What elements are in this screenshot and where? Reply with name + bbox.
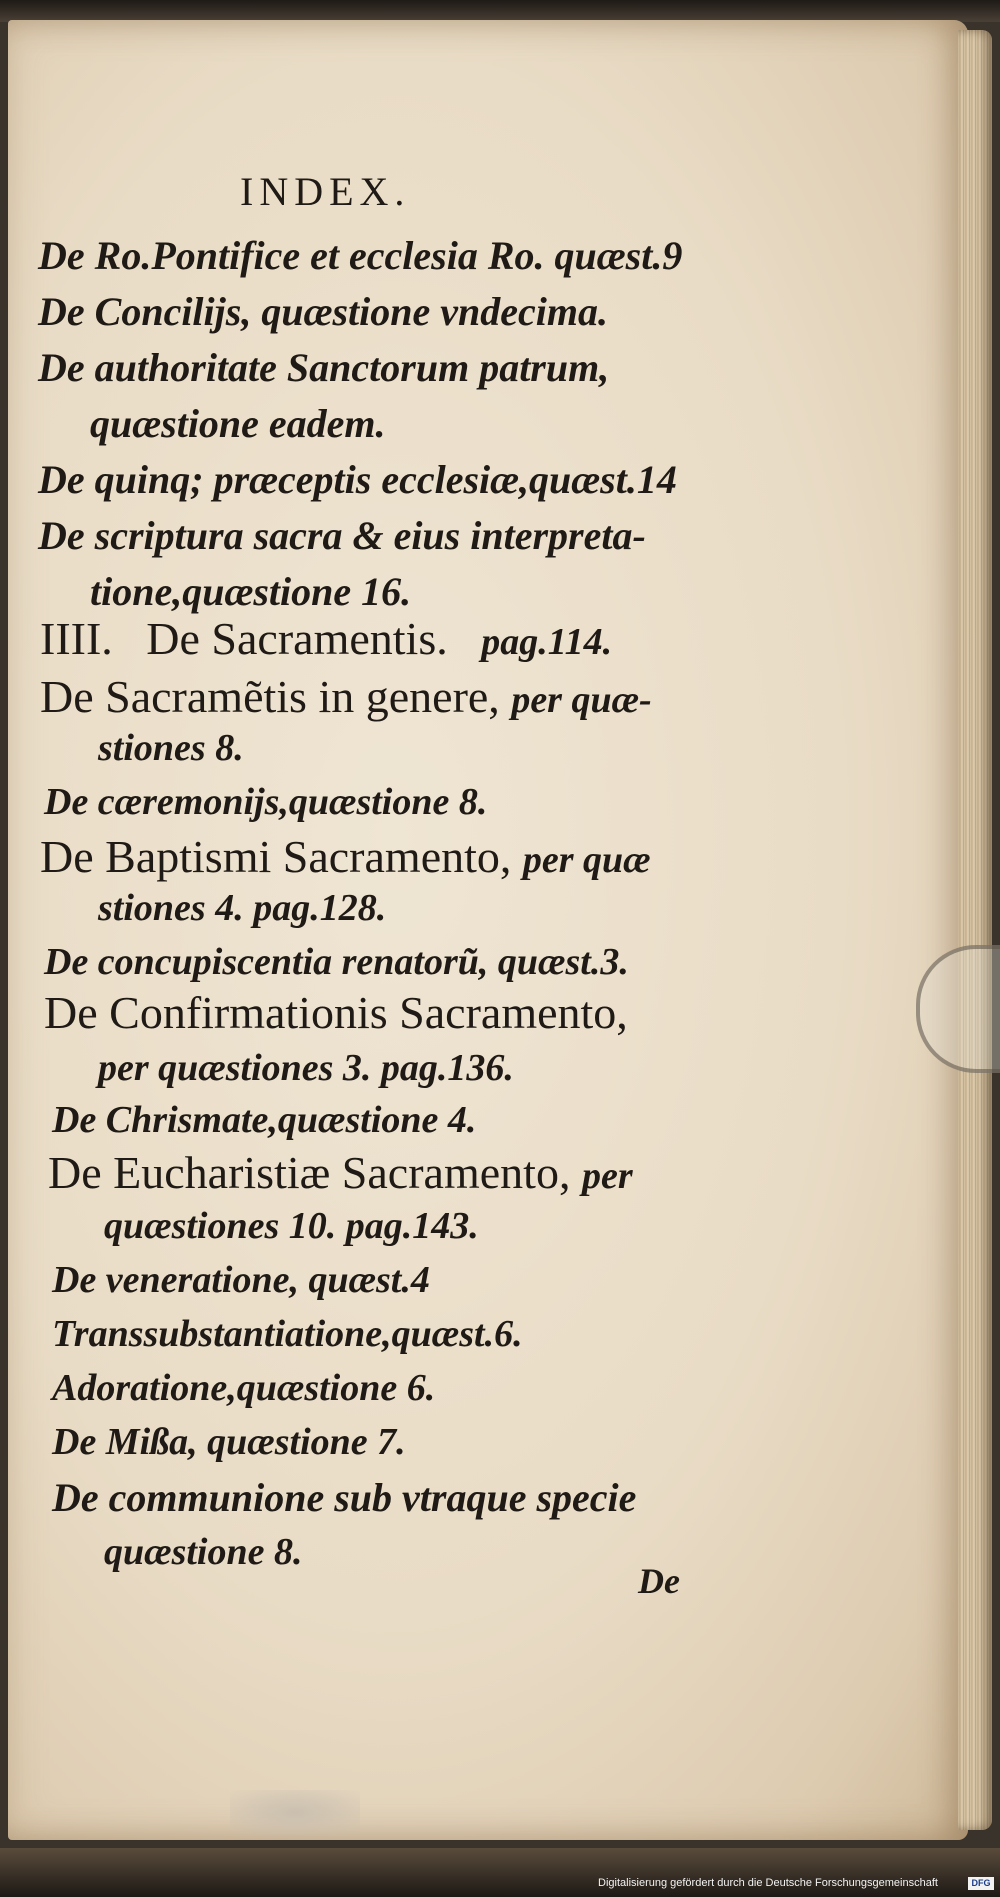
index-entry: De quinq; præceptis ecclesiæ,quæst.14 [38, 457, 677, 502]
index-entry: stiones 8. [98, 727, 244, 769]
entry-roman: De Eucharistiæ Sacramento, [48, 1147, 571, 1198]
section-page: pag.114. [481, 621, 613, 663]
index-entry: De scriptura sacra & eius interpreta- [38, 513, 646, 558]
index-entry: stiones 4. pag.128. [98, 887, 387, 929]
section-title: De Sacramentis. [146, 613, 448, 664]
index-entry: De cæremonijs,quæstione 8. [44, 781, 488, 823]
entry-italic: per quæ [522, 839, 651, 881]
entry-roman: De Sacramẽtis in genere, [40, 671, 500, 722]
digitization-credit: Digitalisierung gefördert durch die Deutsche Forschungsgemeinschaft [598, 1877, 938, 1889]
index-entry: per quæstiones 3. pag.136. [98, 1047, 514, 1089]
index-entry: quæstiones 10. pag.143. [104, 1205, 479, 1247]
index-entry: De communione sub vtraque specie [52, 1475, 637, 1520]
index-entry: De Concilijs, quæstione vndecima. [38, 289, 608, 334]
dfg-logo: DFG [968, 1877, 994, 1890]
index-entry: Transsubstantiatione,quæst.6. [52, 1313, 523, 1355]
index-entry: quæstione eadem. [90, 401, 386, 446]
index-entry: quæstione 8. [104, 1531, 303, 1573]
index-heading: INDEX. [240, 169, 411, 214]
index-entry: De Confirmationis Sacramento, [44, 987, 628, 1038]
index-entry: tione,quæstione 16. [90, 569, 412, 614]
index-entry: De Mißa, quæstione 7. [52, 1421, 406, 1463]
section-number: IIII. [40, 613, 113, 664]
index-entry: De veneratione, quæst.4 [52, 1259, 430, 1301]
index-entry: Adoratione,quæstione 6. [52, 1367, 436, 1409]
index-entry: De Chrismate,quæstione 4. [52, 1099, 477, 1141]
catchword: De [638, 1561, 680, 1601]
index-entry [48, 1146, 633, 1199]
index-entry [40, 830, 651, 883]
section-heading [40, 612, 612, 665]
index-entry: De Ro.Pontifice et ecclesia Ro. quæst.9 [38, 233, 683, 278]
index-entry [40, 670, 652, 723]
index-entry: De authoritate Sanctorum patrum, [38, 345, 610, 390]
entry-roman: De Baptismi Sacramento, [40, 831, 512, 882]
entry-italic: per quæ- [511, 679, 652, 721]
entry-italic: per [581, 1155, 633, 1197]
index-entry: De concupiscentia renatorũ, quæst.3. [44, 941, 629, 983]
